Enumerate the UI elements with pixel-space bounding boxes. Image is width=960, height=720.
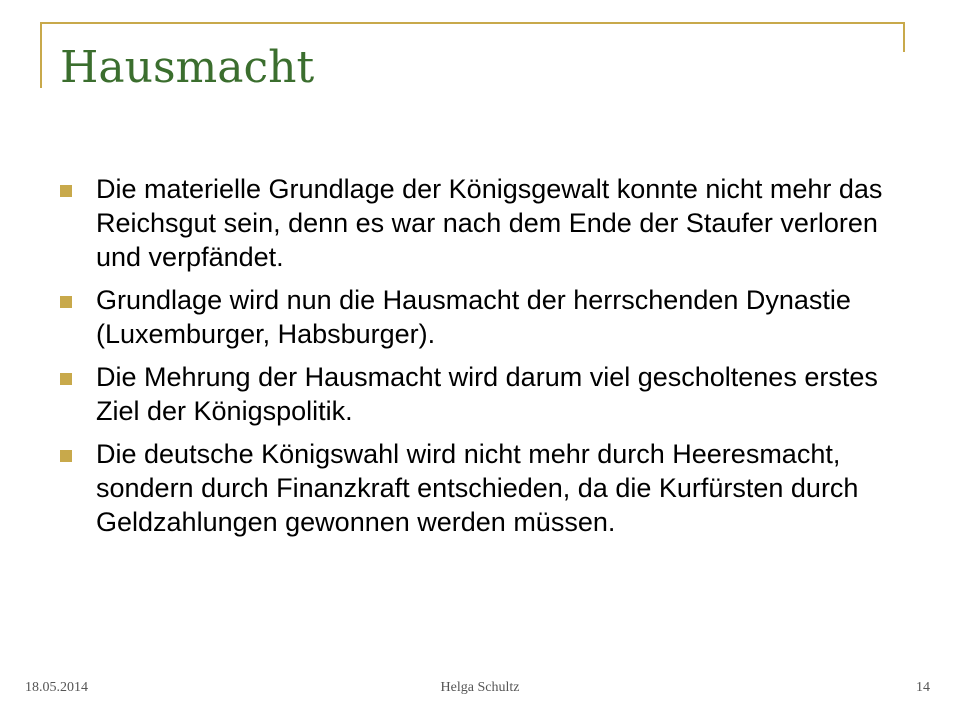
bullet-text: Die deutsche Königswahl wird nicht mehr durch Heeresmacht, sondern durch Finanzkraft entschieden, da die Kurfürsten durch Geldzahlungen gewonnen werden müssen.: [96, 439, 859, 537]
bullet-text: Die Mehrung der Hausmacht wird darum viel gescholtenes erstes Ziel der Königspolitik.: [96, 362, 878, 426]
bullet-item: [60, 172, 900, 274]
square-bullet-icon: [60, 185, 72, 197]
bullet-item: [60, 437, 900, 539]
bullet-item: [60, 360, 900, 428]
frame-line-left: [40, 22, 42, 88]
slide-title: Hausmacht: [60, 42, 315, 93]
bullet-text: Grundlage wird nun die Hausmacht der herrschenden Dynastie (Luxemburger, Habsburger).: [96, 285, 851, 349]
square-bullet-icon: [60, 296, 72, 308]
square-bullet-icon: [60, 450, 72, 462]
bullet-list: [60, 172, 900, 548]
footer-author: Helga Schultz: [440, 680, 520, 695]
frame-line-right: [903, 22, 905, 52]
footer-date: 18.05.2014: [25, 680, 88, 695]
square-bullet-icon: [60, 373, 72, 385]
bullet-text: Die materielle Grundlage der Königsgewalt konnte nicht mehr das Reichsgut sein, denn es war nach dem Ende der Staufer verloren und verpfändet.: [96, 174, 883, 272]
footer-page-number: 14: [916, 680, 930, 695]
frame-line-top: [40, 22, 905, 24]
bullet-item: [60, 283, 900, 351]
